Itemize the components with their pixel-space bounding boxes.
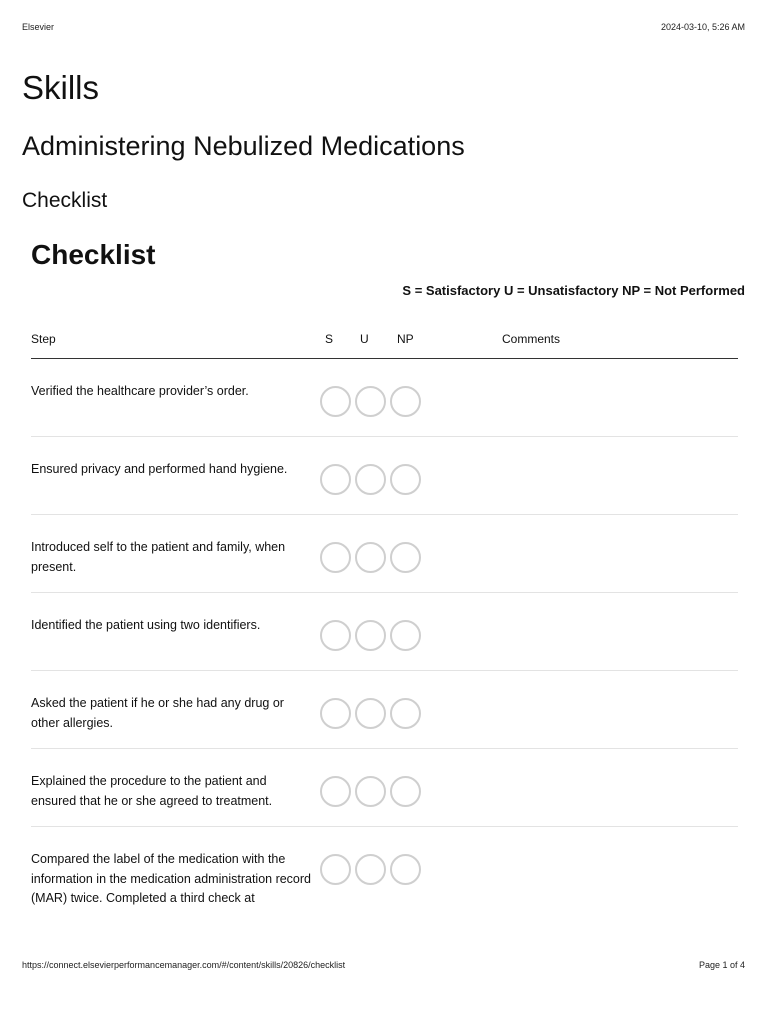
table-row [31, 437, 738, 515]
skills-heading: Skills [22, 69, 100, 106]
table-row [31, 827, 738, 905]
rating-legend: S = Satisfactory U = Unsatisfactory NP = Not Performed [402, 283, 745, 298]
print-header-timestamp: 2024-03-10, 5:26 AM [660, 22, 745, 32]
satisfactory-radio[interactable] [320, 542, 351, 573]
table-row [31, 671, 738, 749]
not-performed-radio[interactable] [390, 386, 421, 417]
not-performed-radio[interactable] [390, 698, 421, 729]
not-performed-radio[interactable] [390, 776, 421, 807]
unsatisfactory-radio[interactable] [355, 854, 386, 885]
print-header-source: Elsevier [22, 22, 55, 32]
column-header-step: Step [31, 332, 56, 346]
not-performed-radio[interactable] [390, 542, 421, 573]
unsatisfactory-radio[interactable] [355, 464, 386, 495]
satisfactory-radio[interactable] [320, 776, 351, 807]
table-row [31, 749, 738, 827]
unsatisfactory-radio[interactable] [355, 542, 386, 573]
satisfactory-radio[interactable] [320, 698, 351, 729]
unsatisfactory-radio[interactable] [355, 620, 386, 651]
step-text: Identified the patient using two identifiers. [31, 618, 261, 632]
table-header [31, 325, 738, 359]
table-row [31, 359, 738, 437]
unsatisfactory-radio[interactable] [355, 776, 386, 807]
not-performed-radio[interactable] [390, 854, 421, 885]
column-header-comments: Comments [502, 332, 561, 346]
satisfactory-radio[interactable] [320, 386, 351, 417]
unsatisfactory-radio[interactable] [355, 386, 386, 417]
satisfactory-radio[interactable] [320, 464, 351, 495]
print-footer-page-number: Page 1 of 4 [698, 960, 745, 970]
step-text: Verified the healthcare provider’s order. [31, 384, 249, 398]
satisfactory-radio[interactable] [320, 620, 351, 651]
table-row [31, 593, 738, 671]
step-text: Ensured privacy and performed hand hygiene. [31, 462, 288, 476]
unsatisfactory-radio[interactable] [355, 698, 386, 729]
print-footer-url: https://connect.elsevierperformancemanager.com/#/content/skills/20826/checklist [22, 960, 346, 970]
table-row [31, 515, 738, 593]
checklist-heading: Checklist [31, 239, 156, 270]
step-text: Asked the patient if he or she had any drug or other allergies. [31, 696, 284, 730]
step-text: Compared the label of the medication with the information in the medication administration record (MAR) twice. Completed a third check at [31, 852, 311, 905]
column-header-not-performed: NP [397, 332, 414, 346]
skill-title: Administering Nebulized Medications [22, 131, 465, 161]
checklist-table [31, 325, 738, 905]
satisfactory-radio[interactable] [320, 854, 351, 885]
section-label: Checklist [22, 189, 108, 212]
step-text: Explained the procedure to the patient and ensured that he or she agreed to treatment. [31, 774, 273, 808]
not-performed-radio[interactable] [390, 620, 421, 651]
step-text: Introduced self to the patient and family, when present. [31, 540, 286, 574]
column-header-satisfactory: S [325, 332, 334, 346]
column-header-unsatisfactory: U [360, 332, 369, 346]
not-performed-radio[interactable] [390, 464, 421, 495]
